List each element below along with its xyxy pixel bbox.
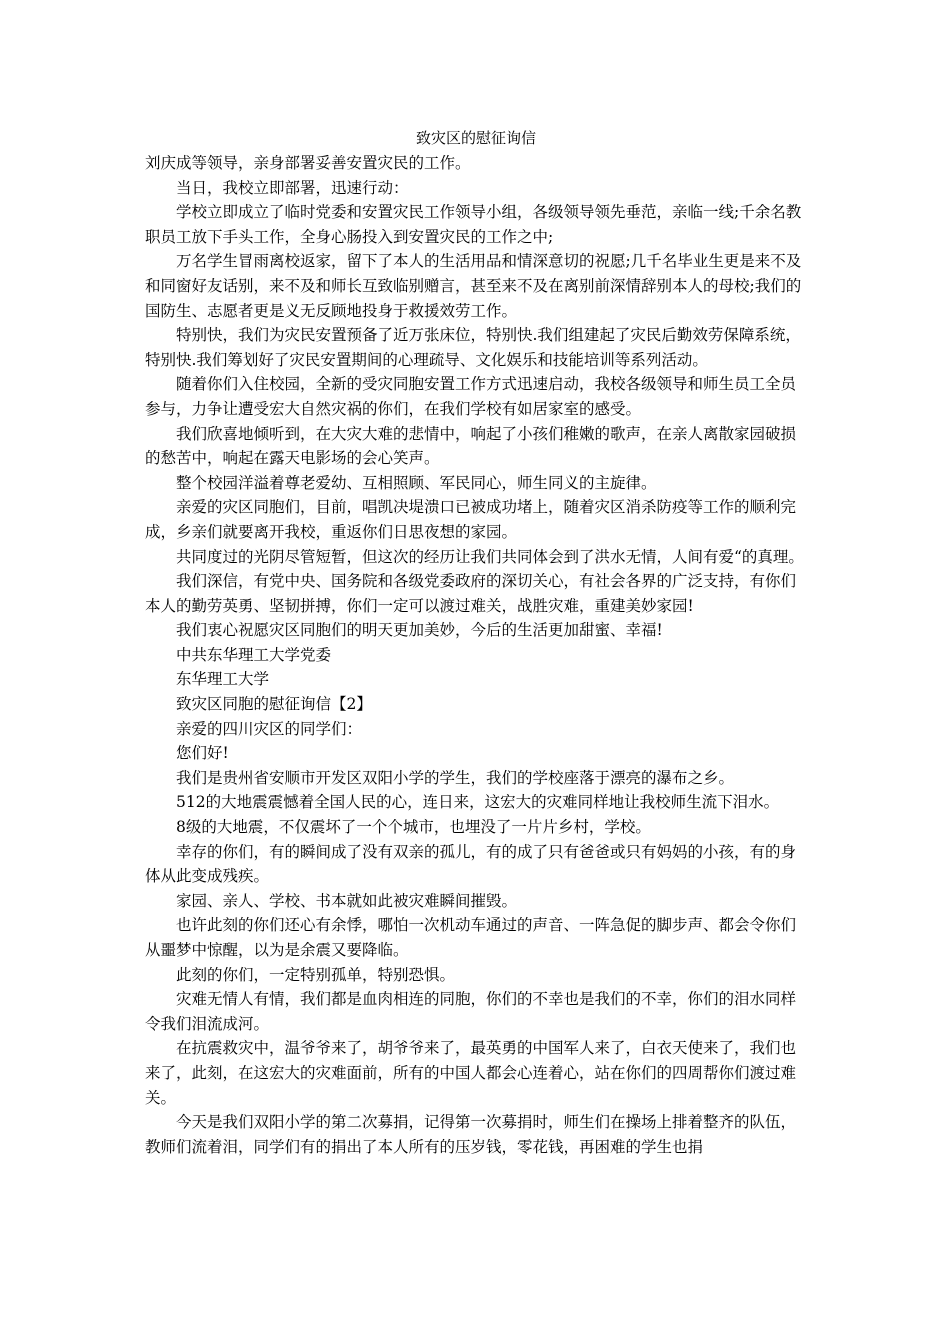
paragraph: 也许此刻的你们还心有余悸，哪怕一次机动车通过的声音、一阵急促的脚步声、都会令你们从噩梦中惊醒，以为是余震又要降临。 bbox=[145, 916, 797, 959]
paragraph: 整个校园洋溢着尊老爱幼、互相照顾、军民同心，师生同义的主旋律。 bbox=[176, 473, 657, 492]
paragraph: 亲爱的四川灾区的同学们： bbox=[176, 719, 363, 738]
paragraph: 特别快，我们为灾民安置预备了近万张床位，特别快.我们组建起了灾民后勤效劳保障系统，特别快.我们筹划好了灾民安置期间的心理疏导、文化娱乐和技能培训等系列活动。 bbox=[145, 326, 801, 369]
paragraph: 东华理工大学 bbox=[176, 670, 270, 689]
paragraph: 家园、亲人、学校、书本就如此被灾难瞬间摧毁。 bbox=[176, 891, 518, 910]
paragraph: 万名学生冒雨离校返家，留下了本人的生活用品和情深意切的祝愿;几千名毕业生更是来不及和同窗好友话别，来不及和师长互致临别赠言，甚至来不及在离别前深情辞别本人的母校;我们的国防生、志愿者更是义无反顾地投身于救援效劳工作。 bbox=[145, 252, 802, 320]
paragraph: 刘庆成等领导，亲身部署妥善安置灾民的工作。 bbox=[145, 154, 471, 172]
paragraph: 8级的大地震，不仅震坏了一个个城市，也埋没了一片片乡村，学校。 bbox=[176, 818, 651, 837]
paragraph: 亲爱的灾区同胞们，目前，唱凯决堤溃口已被成功堵上，随着灾区消杀防疫等工作的顺利完成，乡亲们就要离开我校，重返你们日思夜想的家园。 bbox=[145, 498, 797, 541]
paragraph: 今天是我们双阳小学的第二次募捐，记得第一次募捐时，师生们在操场上排着整齐的队伍，教师们流着泪，同学们有的捐出了本人所有的压岁钱，零花钱，再困难的学生也捐 bbox=[145, 1113, 797, 1156]
paragraph: 灾难无情人有情，我们都是血肉相连的同胞，你们的不幸也是我们的不幸，你们的泪水同样令我们泪流成河。 bbox=[145, 990, 797, 1033]
document-body bbox=[145, 151, 807, 1159]
paragraph: 幸存的你们，有的瞬间成了没有双亲的孤儿，有的成了只有爸爸或只有妈妈的小孩，有的身体从此变成残疾。 bbox=[145, 842, 797, 886]
paragraph: 我们深信，有党中央、国务院和各级党委政府的深切关心，有社会各界的广泛支持，有你们本人的勤劳英勇、坚韧拼搏，你们一定可以渡过难关，战胜灾难，重建美妙家园! bbox=[145, 572, 797, 615]
paragraph: 致灾区同胞的慰征询信【2】 bbox=[176, 695, 372, 714]
paragraph: 在抗震救灾中，温爷爷来了，胡爷爷来了，最英勇的中国军人来了，白衣天使来了，我们也来了，此刻，在这宏大的灾难面前，所有的中国人都会心连着心，站在你们的四周帮你们渡过难关。 bbox=[145, 1039, 797, 1107]
paragraph: 我们衷心祝愿灾区同胞们的明天更加美妙，今后的生活更加甜蜜、幸福! bbox=[176, 621, 663, 640]
paragraph: 随着你们入住校园，全新的受灾同胞安置工作方式迅速启动，我校各级领导和师生员工全员参与，力争让遭受宏大自然灾祸的你们，在我们学校有如居家室的感受。 bbox=[145, 375, 797, 418]
paragraph: 共同度过的光阴尽管短暂，但这次的经历让我们共同体会到了洪水无情，人间有爱“的真理。 bbox=[176, 547, 804, 566]
paragraph: 当日，我校立即部署，迅速行动： bbox=[176, 178, 409, 197]
document-page bbox=[145, 127, 807, 1159]
paragraph: 此刻的你们，一定特别孤单，特别恐惧。 bbox=[176, 965, 456, 984]
document-title: 致灾区的慰征询信 bbox=[415, 129, 536, 147]
paragraph: 中共东华理工大学党委 bbox=[176, 645, 332, 664]
paragraph: 我们是贵州省安顺市开发区双阳小学的学生，我们的学校座落于漂亮的瀑布之乡。 bbox=[176, 768, 735, 787]
paragraph: 您们好! bbox=[176, 744, 229, 763]
paragraph: 我们欣喜地倾听到，在大灾大难的悲情中，响起了小孩们稚嫩的歌声，在亲人离散家园破损的愁苦中，响起在露天电影场的会心笑声。 bbox=[145, 424, 797, 468]
paragraph: 学校立即成立了临时党委和安置灾民工作领导小组，各级领导领先垂范，亲临一线;千余名教职员工放下手头工作，全身心肠投入到安置灾民的工作之中; bbox=[145, 203, 802, 246]
paragraph: 512的大地震震憾着全国人民的心，连日来，这宏大的灾难同样地让我校师生流下泪水。 bbox=[176, 793, 780, 812]
